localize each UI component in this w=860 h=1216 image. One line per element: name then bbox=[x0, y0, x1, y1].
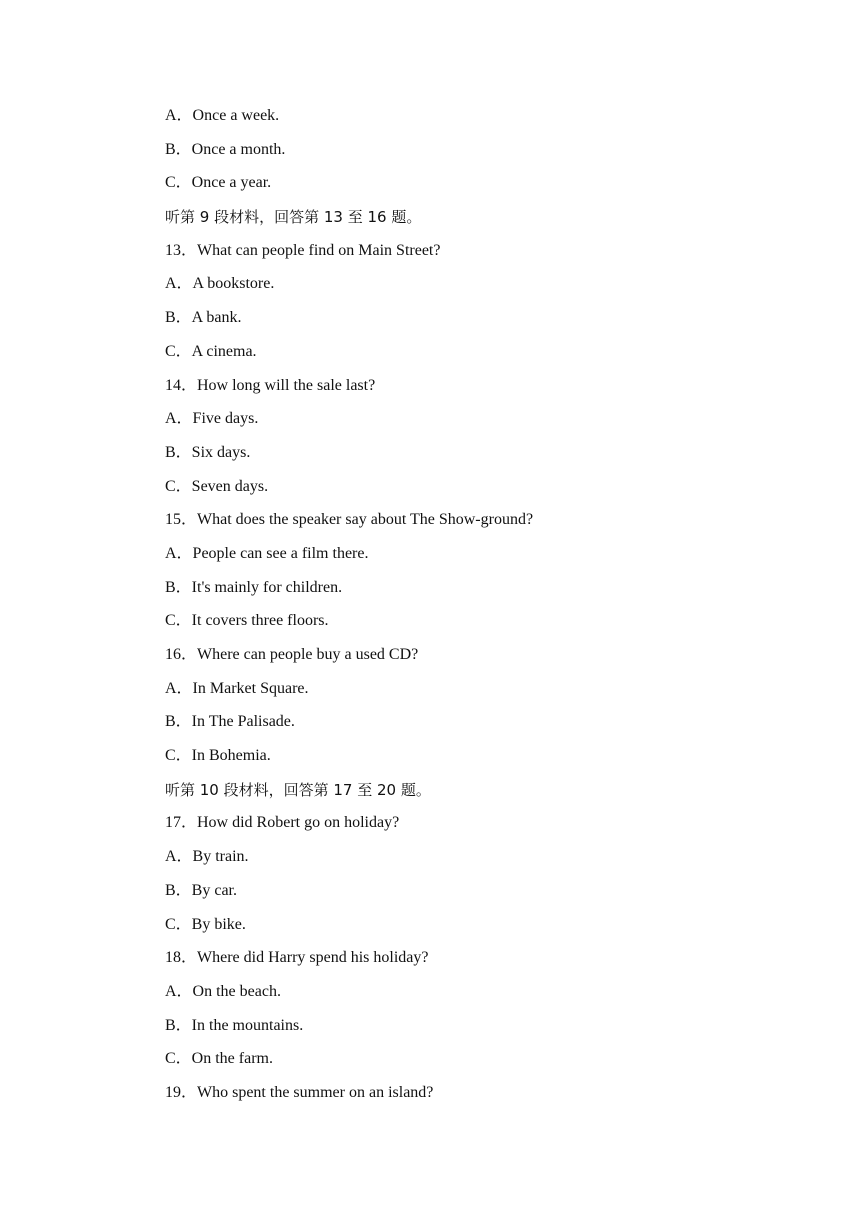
option-line: A．On the beach. bbox=[165, 982, 281, 1000]
option-line: A．In Market Square. bbox=[165, 679, 309, 697]
question-line: 13．What can people find on Main Street? bbox=[165, 241, 441, 259]
option-line: C．It covers three floors. bbox=[165, 612, 329, 630]
text-body bbox=[165, 102, 805, 1113]
section-instruction: 听第 9 段材料，回答第 13 至 16 题。 bbox=[165, 208, 422, 227]
option-line: B．By car. bbox=[165, 881, 237, 899]
option-line: A．By train. bbox=[165, 848, 249, 866]
option-line: B．Once a month. bbox=[165, 140, 286, 158]
question-line: 14．How long will the sale last? bbox=[165, 376, 376, 394]
question-line: 17．How did Robert go on holiday? bbox=[165, 814, 400, 832]
question-line: 18．Where did Harry spend his holiday? bbox=[165, 949, 429, 967]
option-line: C．By bike. bbox=[165, 915, 246, 933]
option-line: C．On the farm. bbox=[165, 1050, 273, 1068]
question-line: 15．What does the speaker say about The Show-ground? bbox=[165, 511, 534, 529]
option-line: A．A bookstore. bbox=[165, 275, 275, 293]
option-line: C．In Bohemia. bbox=[165, 747, 271, 765]
option-line: B．In the mountains. bbox=[165, 1016, 304, 1034]
option-line: B．Six days. bbox=[165, 443, 251, 461]
option-line: B．In The Palisade. bbox=[165, 713, 295, 731]
option-line: C．Once a year. bbox=[165, 174, 272, 192]
option-line: C．Seven days. bbox=[165, 477, 269, 495]
question-line: 19．Who spent the summer on an island? bbox=[165, 1083, 434, 1101]
option-line: B．A bank. bbox=[165, 309, 242, 327]
option-line: A．Once a week. bbox=[165, 107, 280, 124]
option-line: C．A cinema. bbox=[165, 342, 257, 360]
option-line: A．Five days. bbox=[165, 410, 259, 428]
option-line: A．People can see a film there. bbox=[165, 544, 369, 562]
question-line: 16．Where can people buy a used CD? bbox=[165, 646, 419, 663]
section-instruction: 听第 10 段材料，回答第 17 至 20 题。 bbox=[165, 780, 431, 799]
option-line: B．It's mainly for children. bbox=[165, 578, 343, 596]
